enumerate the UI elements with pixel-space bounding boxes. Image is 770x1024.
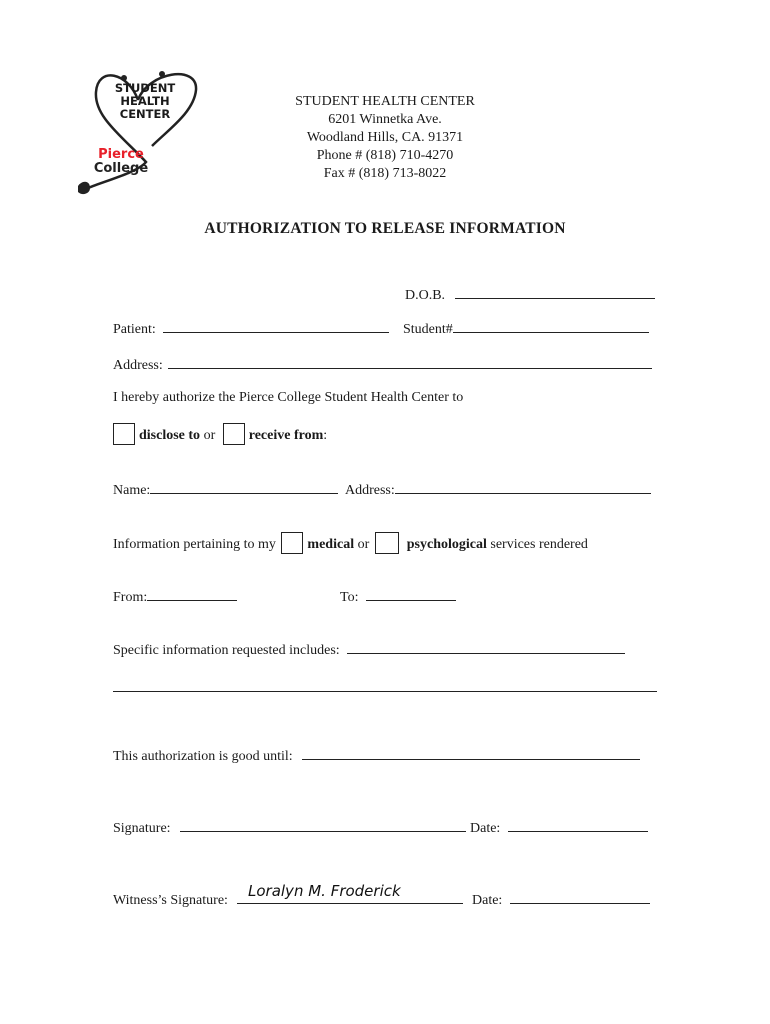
patient-row bbox=[113, 318, 389, 338]
recipient-address-label: Address: bbox=[345, 483, 395, 498]
disclose-receive-row bbox=[113, 423, 327, 445]
authorize-text: I hereby authorize the Pierce College Student Health Center to bbox=[113, 390, 464, 405]
patient-field[interactable] bbox=[163, 318, 389, 333]
header-city: Woodland Hills, CA. 91371 bbox=[306, 130, 464, 145]
witness-signature-value: Loralyn M. Froderick bbox=[248, 882, 401, 900]
disclose-checkbox[interactable] bbox=[113, 423, 135, 445]
address-row bbox=[113, 354, 652, 374]
from-field[interactable] bbox=[147, 586, 237, 601]
header-name: STUDENT HEALTH CENTER bbox=[295, 94, 475, 109]
date-field-1[interactable] bbox=[508, 817, 648, 832]
student-row bbox=[403, 318, 649, 338]
date-row-1 bbox=[470, 817, 648, 837]
colon-text: : bbox=[323, 428, 328, 443]
recipient-address-field[interactable] bbox=[395, 479, 651, 494]
logo-text-center: CENTER bbox=[119, 107, 171, 121]
signature-label: Signature: bbox=[113, 821, 171, 836]
receive-label: receive from bbox=[248, 428, 324, 443]
dob-field[interactable] bbox=[455, 284, 655, 299]
from-label: From: bbox=[113, 590, 148, 605]
receive-checkbox[interactable] bbox=[223, 423, 245, 445]
date-field-2[interactable] bbox=[510, 889, 650, 904]
date-label-1: Date: bbox=[470, 821, 501, 836]
student-health-center-logo bbox=[68, 62, 208, 202]
header-street: 6201 Winnetka Ave. bbox=[328, 112, 442, 127]
form-title: AUTHORIZATION TO RELEASE INFORMATION bbox=[204, 220, 566, 237]
good-until-label: This authorization is good until: bbox=[113, 749, 293, 764]
information-row bbox=[113, 532, 588, 554]
disclose-label: disclose to bbox=[139, 428, 201, 443]
student-number-field[interactable] bbox=[453, 318, 649, 333]
witness-label: Witness’s Signature: bbox=[113, 893, 228, 908]
specific-label: Specific information requested includes: bbox=[113, 643, 340, 658]
services-text: services rendered bbox=[490, 537, 588, 552]
logo-text-pierce: Pierce bbox=[98, 147, 144, 162]
medical-checkbox[interactable] bbox=[281, 532, 303, 554]
psychological-label: psychological bbox=[406, 537, 487, 552]
logo-text-student: STUDENT bbox=[114, 81, 176, 95]
date-label-2: Date: bbox=[472, 893, 503, 908]
address-header bbox=[240, 93, 530, 183]
name-field[interactable] bbox=[150, 479, 338, 494]
signature-field[interactable] bbox=[180, 817, 466, 832]
dob-row bbox=[405, 284, 655, 304]
information-label: Information pertaining to my bbox=[113, 537, 276, 552]
address-field[interactable] bbox=[168, 354, 652, 369]
psychological-checkbox[interactable] bbox=[375, 532, 399, 554]
student-label: Student# bbox=[403, 322, 453, 337]
or-text-2: or bbox=[357, 537, 370, 552]
from-row bbox=[113, 586, 237, 606]
or-text: or bbox=[203, 428, 216, 443]
name-row bbox=[113, 479, 338, 499]
signature-row bbox=[113, 817, 466, 837]
name-label: Name: bbox=[113, 483, 151, 498]
to-label: To: bbox=[340, 590, 359, 605]
address-label: Address: bbox=[113, 358, 163, 373]
logo-text-health: HEALTH bbox=[120, 94, 170, 108]
patient-label: Patient: bbox=[113, 322, 156, 337]
header-phone: Phone # (818) 710-4270 bbox=[316, 148, 454, 163]
specific-row bbox=[113, 639, 625, 659]
specific-field-continued[interactable] bbox=[113, 677, 657, 692]
good-until-row bbox=[113, 745, 640, 765]
good-until-field[interactable] bbox=[302, 745, 640, 760]
date-row-2 bbox=[472, 889, 650, 909]
specific-field[interactable] bbox=[347, 639, 625, 654]
to-row bbox=[340, 586, 456, 606]
to-field[interactable] bbox=[366, 586, 456, 601]
header-fax: Fax # (818) 713-8022 bbox=[323, 166, 447, 181]
medical-label: medical bbox=[307, 537, 355, 552]
recipient-address-row bbox=[345, 479, 651, 499]
logo-text-college: College bbox=[93, 161, 149, 176]
specific-row-2 bbox=[113, 677, 657, 697]
dob-label: D.O.B. bbox=[405, 288, 446, 303]
